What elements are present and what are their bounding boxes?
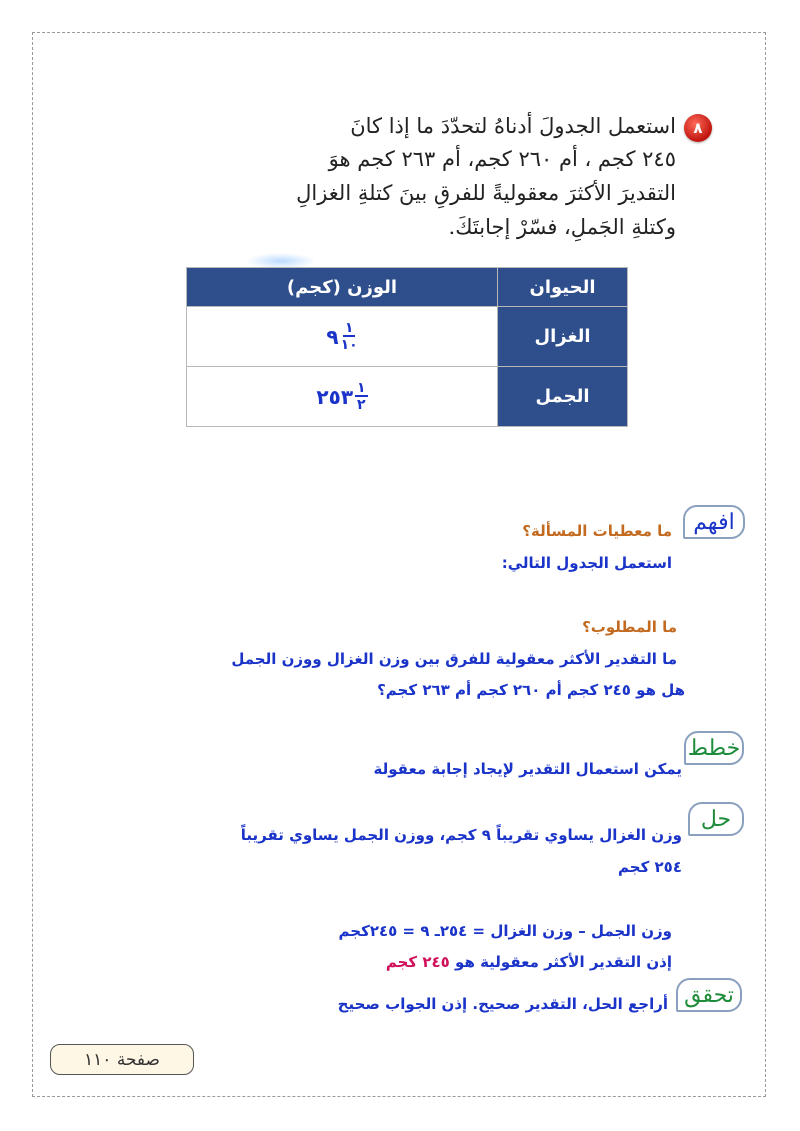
solve-badge: حل: [688, 802, 744, 836]
table-header-row: [187, 268, 628, 307]
problem-line-1: استعمل الجدولَ أدناهُ لتحدّدَ ما إذا كانَ: [350, 114, 676, 138]
required-answer-line-1: ما التقدير الأكثر معقولية للفرق بين وزن الغزال ووزن الجمل: [231, 650, 677, 668]
fraction: [355, 381, 368, 413]
table-row: [187, 307, 628, 367]
mixed-number: [326, 321, 357, 353]
solve-line-2: ٢٥٤ كجم: [618, 858, 682, 876]
denominator: ٢: [357, 396, 366, 413]
check-text: أراجع الحل، التقدير صحيح. إذن الجواب صحيح: [337, 995, 668, 1013]
row-weight-camel: [187, 367, 498, 427]
header-weight: الوزن (كجم): [187, 268, 498, 307]
understand-badge: [683, 505, 745, 539]
page-number-box: صفحة ١١٠: [50, 1044, 194, 1075]
solve-answer-highlight: ٢٤٥ كجم: [385, 953, 450, 971]
problem-line-2: ٢٤٥ كجم ، أم ٢٦٠ كجم، أم ٢٦٣ كجم هوَ: [328, 147, 676, 171]
solve-line-4: [386, 953, 672, 971]
required-question: ما المطلوب؟: [582, 618, 677, 636]
understand-badge-label: افهم: [693, 510, 735, 535]
header-animal: الحيوان: [498, 268, 628, 307]
mixed-number: [316, 381, 367, 413]
solve-conclusion-text: إذن التقدير الأكثر معقولية هو: [455, 953, 672, 971]
animal-weight-table: [186, 267, 628, 427]
problem-line-3: التقديرَ الأكثرَ معقوليةً للفرقِ بينَ كتلةِ الغزالِ: [296, 181, 676, 205]
row-weight-gazelle: [187, 307, 498, 367]
problem-number-badge: ٨: [684, 114, 712, 142]
numerator: ١: [344, 319, 354, 336]
numerator: ١: [357, 379, 366, 396]
fraction: [341, 321, 358, 353]
check-badge: تحقق: [676, 978, 742, 1012]
denominator: ١٠: [340, 336, 358, 353]
whole-part: ٢٥٣: [316, 384, 354, 409]
solve-line-3: وزن الجمل – وزن الغزال = ٢٥٤ـ ٩ = ٢٤٥كجم: [338, 922, 672, 940]
given-answer: استعمل الجدول التالي:: [501, 554, 672, 572]
plan-text: يمكن استعمال التقدير لإيجاد إجابة معقولة: [373, 760, 682, 778]
row-animal-gazelle: الغزال: [498, 307, 628, 367]
plan-badge: خطط: [684, 731, 744, 765]
table-row: [187, 367, 628, 427]
problem-line-4: وكتلةِ الجَملِ، فسّرْ إجابتَكَ.: [448, 215, 676, 239]
given-question: ما معطيات المسألة؟: [522, 522, 672, 540]
required-answer-line-2: هل هو ٢٤٥ كجم أم ٢٦٠ كجم أم ٢٦٣ كجم؟: [377, 681, 685, 699]
solve-line-1: وزن الغزال يساوي تقريباً ٩ كجم، ووزن الجمل يساوي تقريباً: [240, 826, 682, 844]
row-animal-camel: الجمل: [498, 367, 628, 427]
whole-part: ٩: [326, 324, 339, 349]
